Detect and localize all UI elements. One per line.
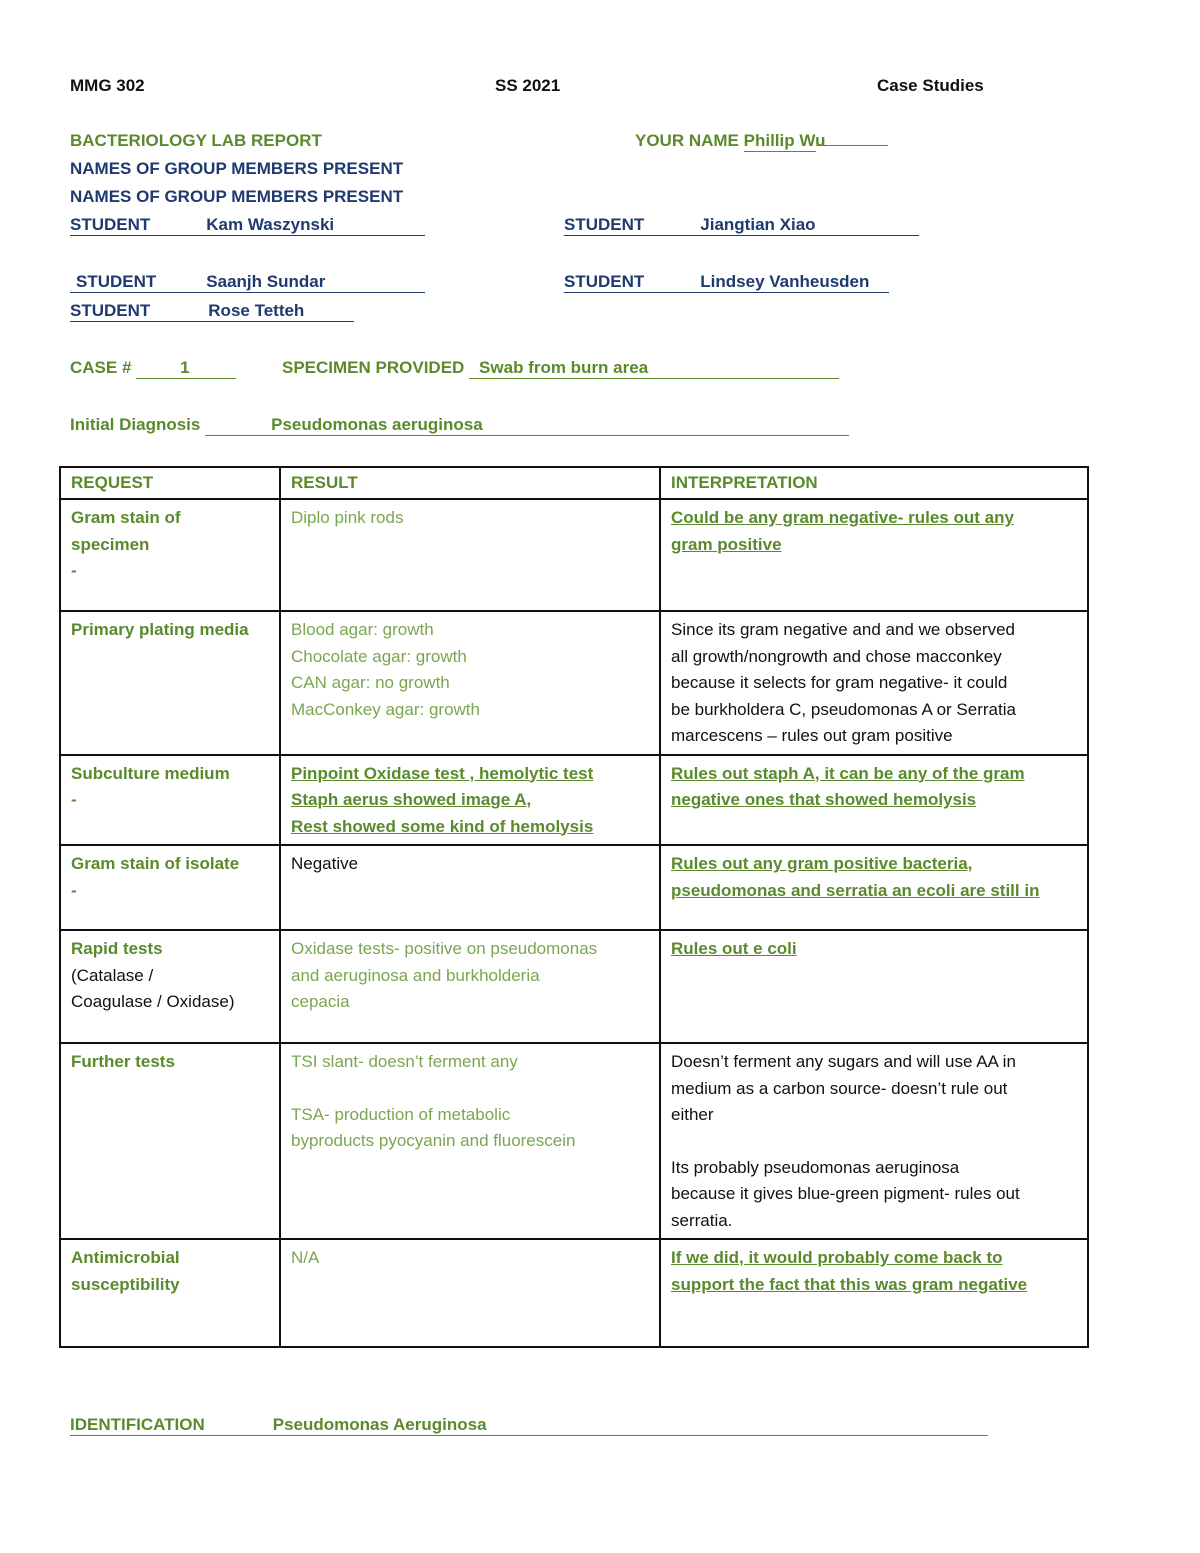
dash-mark: - [71,880,77,900]
cell-line: Coagulase / Oxidase) [71,992,235,1011]
your-name-value: Phillip Wu [743,131,826,150]
group-members-label: NAMES OF GROUP MEMBERS PRESENT [70,159,404,178]
table-row [60,930,1088,1043]
cell-line: Rapid tests [71,939,163,958]
cell-line: CAN agar: no growth [291,673,450,692]
initial-diagnosis-field[interactable] [70,415,849,436]
identification-field[interactable] [70,1415,988,1436]
cell-line: (Catalase / [71,965,154,985]
header-result: RESULT [280,467,660,499]
cell-line: cepacia [291,992,350,1011]
request-cell [60,755,280,846]
cell-line: support the fact that this was gram negative [671,1274,1028,1294]
result-cell [280,930,660,1043]
cell-line: Rules out any gram positive bacteria, [671,854,973,873]
your-name-field[interactable] [635,131,888,152]
student-name: Lindsey Vanheusden [700,272,870,291]
student-label: STUDENT [70,215,151,234]
cell-line: Rules out staph A, it can be any of the gram [671,763,1025,783]
student-name: Jiangtian Xiao [700,215,816,234]
cell-line: Doesn’t ferment any sugars and will use AA in [671,1052,1016,1071]
diagnosis-label: Initial Diagnosis [70,415,201,434]
request-cell [60,499,280,611]
cell-line: byproducts pyocyanin and fluorescein [291,1131,576,1150]
header-request: REQUEST [60,467,280,499]
cell-line: and aeruginosa and burkholderia [291,965,540,985]
result-paragraph [291,1049,649,1076]
cell-line: Rules out e coli [671,939,797,958]
dash-mark: - [71,561,77,580]
table-header-row [60,467,1088,499]
cell-line: Pinpoint Oxidase test , hemolytic test [291,763,594,783]
interpretation-cell [660,611,1088,755]
interpretation-paragraph [671,1155,1077,1235]
diagnosis-value: Pseudomonas aeruginosa [271,415,483,434]
lab-results-table [59,466,1089,1348]
interpretation-cell [660,930,1088,1043]
specimen-label: SPECIMEN PROVIDED [282,358,465,377]
identification-label: IDENTIFICATION [70,1415,205,1434]
cell-line: be burkholdera C, pseudomonas A or Serratia [671,699,1016,719]
case-number: 1 [180,358,190,377]
dash-mark: - [71,790,77,809]
result-cell [280,611,660,755]
student-label: STUDENT [564,215,645,234]
interpretation-cell [660,755,1088,846]
student-row-2-left [70,272,425,293]
specimen-value: Swab from burn area [479,358,649,377]
result-cell [280,845,660,930]
cell-line: Gram stain of isolate [71,854,240,873]
cell-line: Negative [291,854,359,873]
request-cell [60,611,280,755]
result-cell [280,499,660,611]
cell-line: MacConkey agar: growth [291,699,480,719]
result-cell [280,1043,660,1239]
cell-line: gram positive [671,534,782,554]
student-name: Rose Tetteh [208,301,305,320]
cell-line: negative ones that showed hemolysis [671,790,977,809]
case-label: CASE # [70,358,132,377]
cell-line: Diplo pink rods [291,508,404,527]
cell-line: Chocolate agar: growth [291,646,467,666]
cell-line: Blood agar: growth [291,620,434,639]
result-cell [280,1239,660,1347]
cell-line: because it gives blue-green pigment- rules out [671,1184,1020,1203]
student-label: STUDENT [70,301,151,320]
student-name: Saanjh Sundar [206,272,326,291]
cell-line: N/A [291,1248,320,1267]
cell-line: Gram stain of [71,508,181,527]
cell-line: Its probably pseudomonas aeruginosa [671,1157,960,1177]
identification-value: Pseudomonas Aeruginosa [272,1415,487,1434]
student-row-2-right [564,272,889,293]
table-row [60,1043,1088,1239]
cell-line: Rest showed some kind of hemolysis [291,816,594,836]
cell-line: susceptibility [71,1274,180,1294]
cell-line: Subculture medium [71,763,230,783]
interpretation-cell [660,1239,1088,1347]
cell-line: serratia. [671,1210,733,1230]
course-code: MMG 302 [70,76,145,95]
table-row [60,845,1088,930]
cell-line: marcescens – rules out gram positive [671,726,953,745]
student-label: STUDENT [76,272,157,291]
student-row-1-left [70,215,425,236]
interpretation-cell [660,499,1088,611]
student-label: STUDENT [564,272,645,291]
student-row-3-left [70,301,354,322]
cell-line: pseudomonas and serratia an ecoli are still in [671,880,1040,900]
interpretation-cell [660,845,1088,930]
table-row [60,755,1088,846]
cell-line: Since its gram negative and and we observed [671,620,1015,639]
cell-line: Further tests [71,1052,175,1071]
group-members-label-repeat: NAMES OF GROUP MEMBERS PRESENT [70,187,404,206]
request-cell [60,1043,280,1239]
cell-line: TSI slant- doesn’t ferment any [291,1052,518,1071]
cell-line: TSA- production of metabolic [291,1104,511,1124]
table-row [60,1239,1088,1347]
interpretation-cell [660,1043,1088,1239]
report-title: BACTERIOLOGY LAB REPORT [70,131,322,150]
cell-line: all growth/nongrowth and chose macconkey [671,646,1002,666]
your-name-label: YOUR NAME [635,131,739,150]
result-cell [280,755,660,846]
cell-line: because it selects for gram negative- it could [671,673,1008,692]
cell-line: medium as a carbon source- doesn’t rule out [671,1078,1008,1098]
student-row-1-right [564,215,919,236]
case-number-field[interactable] [70,358,236,379]
table-row [60,611,1088,755]
header-interpretation: INTERPRETATION [660,467,1088,499]
term: SS 2021 [495,76,561,95]
student-name: Kam Waszynski [206,215,335,234]
document-type: Case Studies [877,76,984,95]
cell-line: Could be any gram negative- rules out any [671,508,1014,527]
table-row [60,499,1088,611]
cell-line: If we did, it would probably come back to [671,1248,1003,1267]
cell-line: Oxidase tests- positive on pseudomonas [291,939,598,958]
cell-line: Primary plating media [71,620,249,639]
request-cell [60,1239,280,1347]
specimen-field[interactable] [282,358,839,379]
interpretation-paragraph [671,1049,1077,1129]
cell-line: either [671,1105,714,1124]
request-cell [60,845,280,930]
cell-line: Staph aerus showed image A, [291,790,532,809]
cell-line: specimen [71,534,150,554]
cell-line: Antimicrobial [71,1248,180,1267]
request-cell [60,930,280,1043]
result-paragraph [291,1102,649,1155]
